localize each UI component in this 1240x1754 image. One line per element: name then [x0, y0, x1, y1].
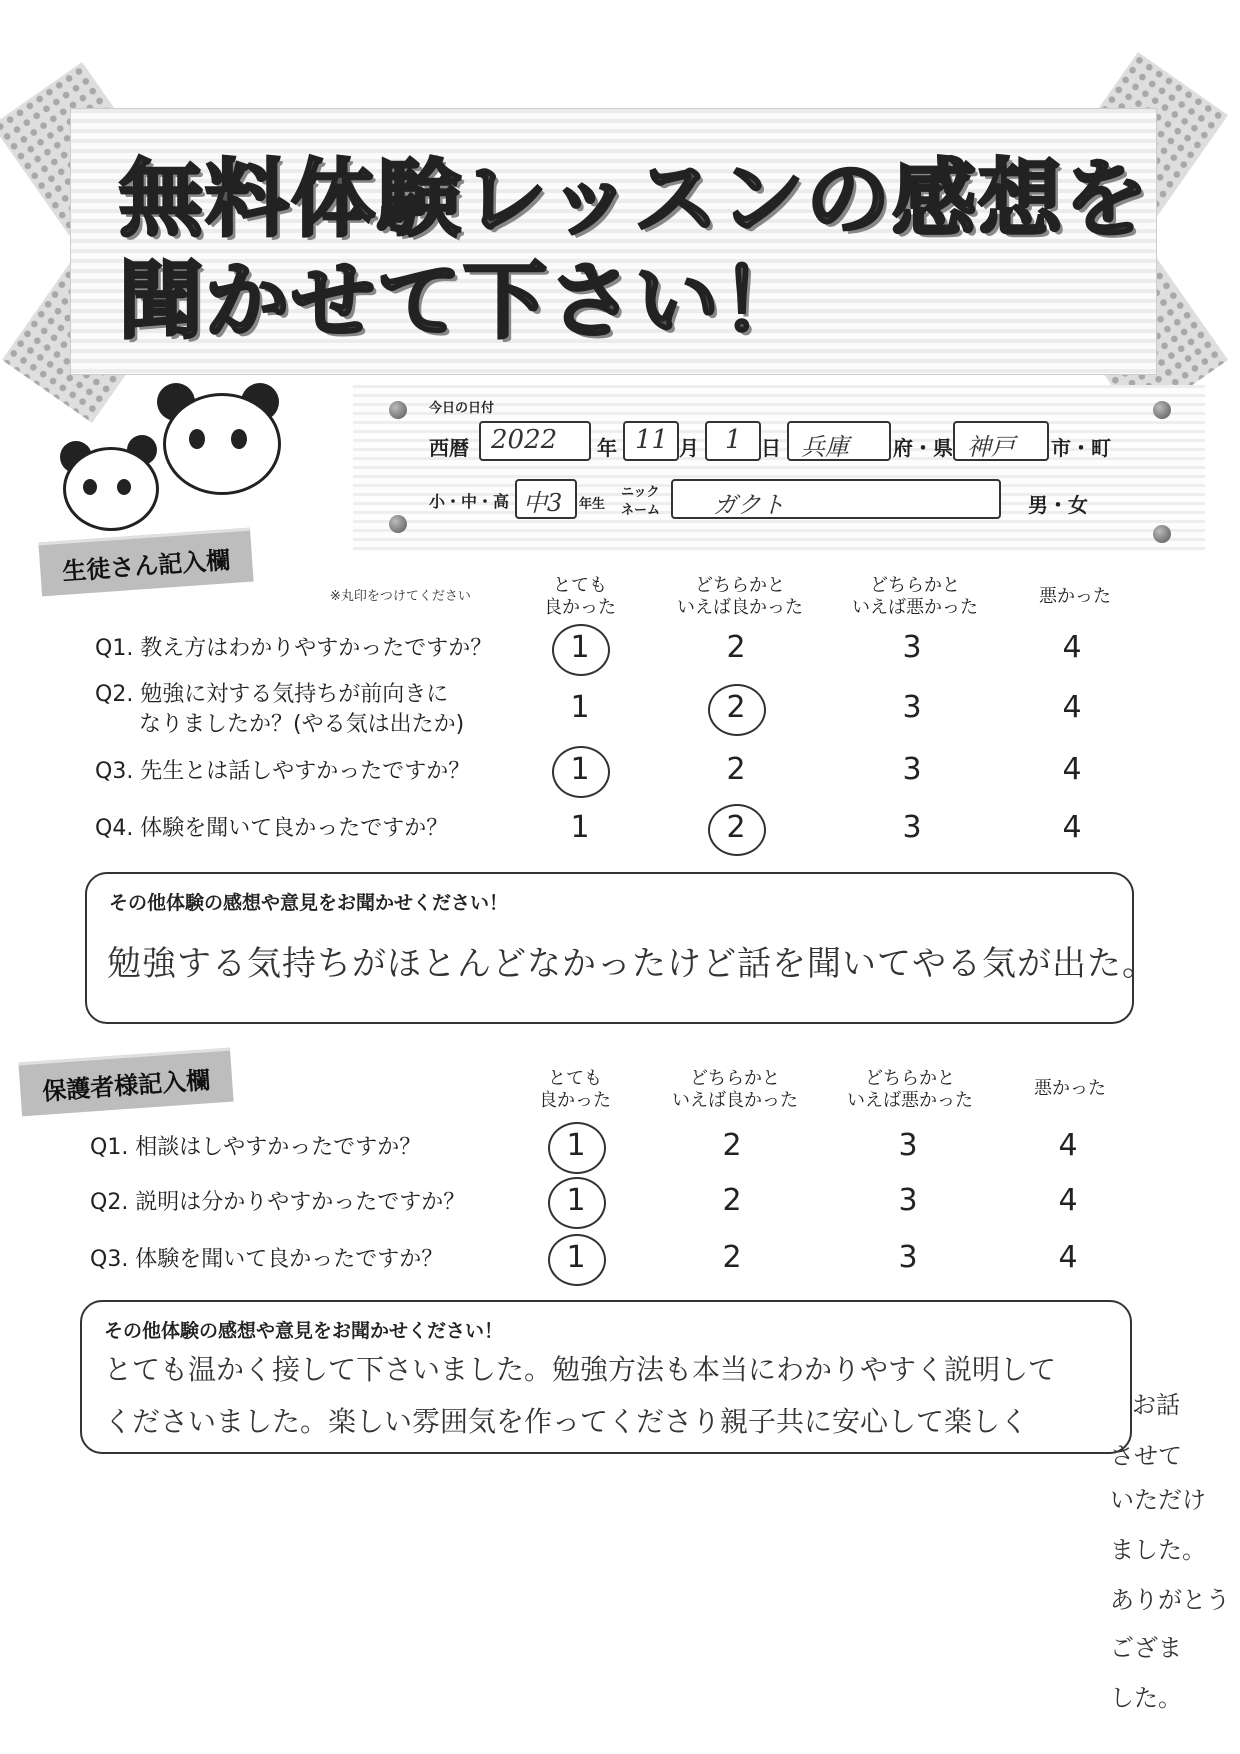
student-question-2: Q2. 勉強に対する気持ちが前向きに なりましたか？(やる気は出たか): [95, 682, 465, 737]
prefecture-field[interactable]: [787, 421, 891, 461]
rating-option-1[interactable]: 1: [570, 810, 590, 845]
pin-icon: [1153, 401, 1171, 419]
column-header-very-good: とても 良かった: [539, 1068, 611, 1111]
parent-question-1: Q1. 相談はしやすかったですか？: [90, 1135, 422, 1160]
selected-circle-mark: [548, 1122, 606, 1174]
column-header-rather-bad: どちらかと いえば悪かった: [852, 575, 978, 618]
day-field[interactable]: [705, 421, 761, 461]
pin-icon: [1153, 525, 1171, 543]
rating-option-2[interactable]: 2: [726, 752, 746, 787]
city-field[interactable]: [953, 421, 1049, 461]
month-field[interactable]: [623, 421, 679, 461]
month-unit: 月: [679, 436, 699, 460]
rating-option-4[interactable]: 4: [1058, 1128, 1078, 1163]
rating-option-3[interactable]: 3: [902, 810, 922, 845]
rating-option-2[interactable]: 2: [722, 1128, 742, 1163]
selected-circle-mark: [548, 1234, 606, 1286]
overflow-note-line: した。: [1110, 1684, 1182, 1712]
era-label: 西暦: [429, 436, 469, 460]
rating-option-1[interactable]: 1: [570, 752, 590, 787]
rating-option-3[interactable]: 3: [902, 752, 922, 787]
rating-option-3[interactable]: 3: [898, 1240, 918, 1275]
rating-option-4[interactable]: 4: [1058, 1183, 1078, 1218]
rating-option-3[interactable]: 3: [898, 1183, 918, 1218]
student-section-label: 生徒さん記入欄: [38, 528, 253, 597]
rating-option-4[interactable]: 4: [1062, 630, 1082, 665]
parent-question-3: Q3. 体験を聞いて良かったですか？: [90, 1247, 444, 1272]
student-question-3: Q3. 先生とは話しやすかったですか？: [95, 759, 471, 784]
parent-question-2: Q2. 説明は分かりやすかったですか？: [90, 1190, 466, 1215]
rating-option-4[interactable]: 4: [1062, 690, 1082, 725]
column-header-very-good: とても 良かった: [544, 575, 616, 618]
column-header-rather-good: どちらかと いえば良かった: [672, 1068, 798, 1111]
pin-icon: [389, 401, 407, 419]
rating-option-2[interactable]: 2: [726, 630, 746, 665]
selected-circle-mark: [708, 684, 766, 736]
column-header-rather-bad: どちらかと いえば悪かった: [847, 1068, 973, 1111]
year-field[interactable]: [479, 421, 591, 461]
student-question-1: Q1. 教え方はわかりやすかったですか？: [95, 636, 493, 661]
column-header-bad: 悪かった: [1039, 586, 1111, 607]
overflow-note-line: いただけ: [1110, 1486, 1206, 1514]
rating-option-4[interactable]: 4: [1058, 1240, 1078, 1275]
nickname-field[interactable]: [671, 479, 1001, 519]
selected-circle-mark: [548, 1177, 606, 1229]
rating-option-2[interactable]: 2: [726, 690, 746, 725]
overflow-note-line: ござま: [1110, 1634, 1182, 1662]
rating-option-2[interactable]: 2: [722, 1183, 742, 1218]
day-unit: 日: [761, 436, 781, 460]
rating-option-4[interactable]: 4: [1062, 810, 1082, 845]
parent-comment-heading: その他体験の感想や意見をお聞かせください！: [104, 1320, 504, 1342]
rating-option-3[interactable]: 3: [898, 1128, 918, 1163]
column-header-rather-good: どちらかと いえば良かった: [677, 575, 803, 618]
panda-mascot-illustration: [55, 385, 285, 535]
rating-option-1[interactable]: 1: [566, 1183, 586, 1218]
gender-options: 男・女: [1028, 493, 1088, 517]
page-title-line-1: 無料体験レッスンの感想を: [119, 150, 1151, 248]
selected-circle-mark: [552, 746, 610, 798]
overflow-note-line: お話: [1132, 1391, 1180, 1419]
city-value: 神戸: [967, 433, 1015, 461]
year-value: 2022: [491, 425, 558, 455]
rating-option-1[interactable]: 1: [570, 630, 590, 665]
overflow-note-line: ました。: [1110, 1536, 1206, 1564]
nickname-label-top: ニック: [621, 485, 660, 500]
rating-option-3[interactable]: 3: [902, 630, 922, 665]
column-header-bad: 悪かった: [1034, 1078, 1106, 1099]
student-comment-box[interactable]: [85, 872, 1157, 1024]
circle-instruction-note: ※丸印をつけてください: [330, 589, 471, 604]
parent-comment-box[interactable]: [80, 1300, 1132, 1454]
nickname-value: ガクト: [713, 491, 785, 519]
rating-option-1[interactable]: 1: [570, 690, 590, 725]
rating-option-3[interactable]: 3: [902, 690, 922, 725]
parent-comment-line-2: くださいました。楽しい雰囲気を作ってくださり親子共に安心して楽しく: [104, 1405, 1029, 1438]
city-unit: 市・町: [1051, 436, 1111, 460]
grade-unit: 年生: [579, 497, 606, 512]
grade-value: 中3: [523, 489, 563, 517]
overflow-note-line: させて: [1110, 1442, 1182, 1470]
rating-option-2[interactable]: 2: [722, 1240, 742, 1275]
selected-circle-mark: [552, 624, 610, 676]
student-question-4: Q4. 体験を聞いて良かったですか？: [95, 816, 449, 841]
parent-comment-line-1: とても温かく接して下さいました。勉強方法も本当にわかりやすく説明して: [104, 1353, 1057, 1386]
date-caption: 今日の日付: [429, 401, 495, 416]
rating-option-4[interactable]: 4: [1062, 752, 1082, 787]
prefecture-unit: 府・県: [893, 436, 953, 460]
nickname-label-bottom: ネーム: [621, 503, 661, 518]
grade-field[interactable]: [515, 479, 577, 519]
title-banner: [70, 108, 1157, 375]
page-title-line-2: 聞かせて下さい！: [119, 252, 808, 350]
student-comment-text: 勉強する気持ちがほとんどなかったけど話を聞いてやる気が出た。: [107, 944, 1157, 984]
parent-section-label: 保護者様記入欄: [18, 1048, 233, 1117]
student-comment-heading: その他体験の感想や意見をお聞かせください！: [109, 892, 509, 914]
day-value: 1: [725, 425, 742, 455]
pin-icon: [389, 515, 407, 533]
overflow-note-line: ありがとう: [1110, 1586, 1230, 1614]
rating-option-2[interactable]: 2: [726, 810, 746, 845]
month-value: 11: [635, 425, 669, 455]
school-level: 小・中・高: [429, 492, 510, 511]
prefecture-value: 兵庫: [801, 433, 849, 461]
rating-option-1[interactable]: 1: [566, 1128, 586, 1163]
year-unit: 年: [597, 436, 617, 460]
rating-option-1[interactable]: 1: [566, 1240, 586, 1275]
selected-circle-mark: [708, 804, 766, 856]
student-info-box: [353, 385, 1205, 553]
